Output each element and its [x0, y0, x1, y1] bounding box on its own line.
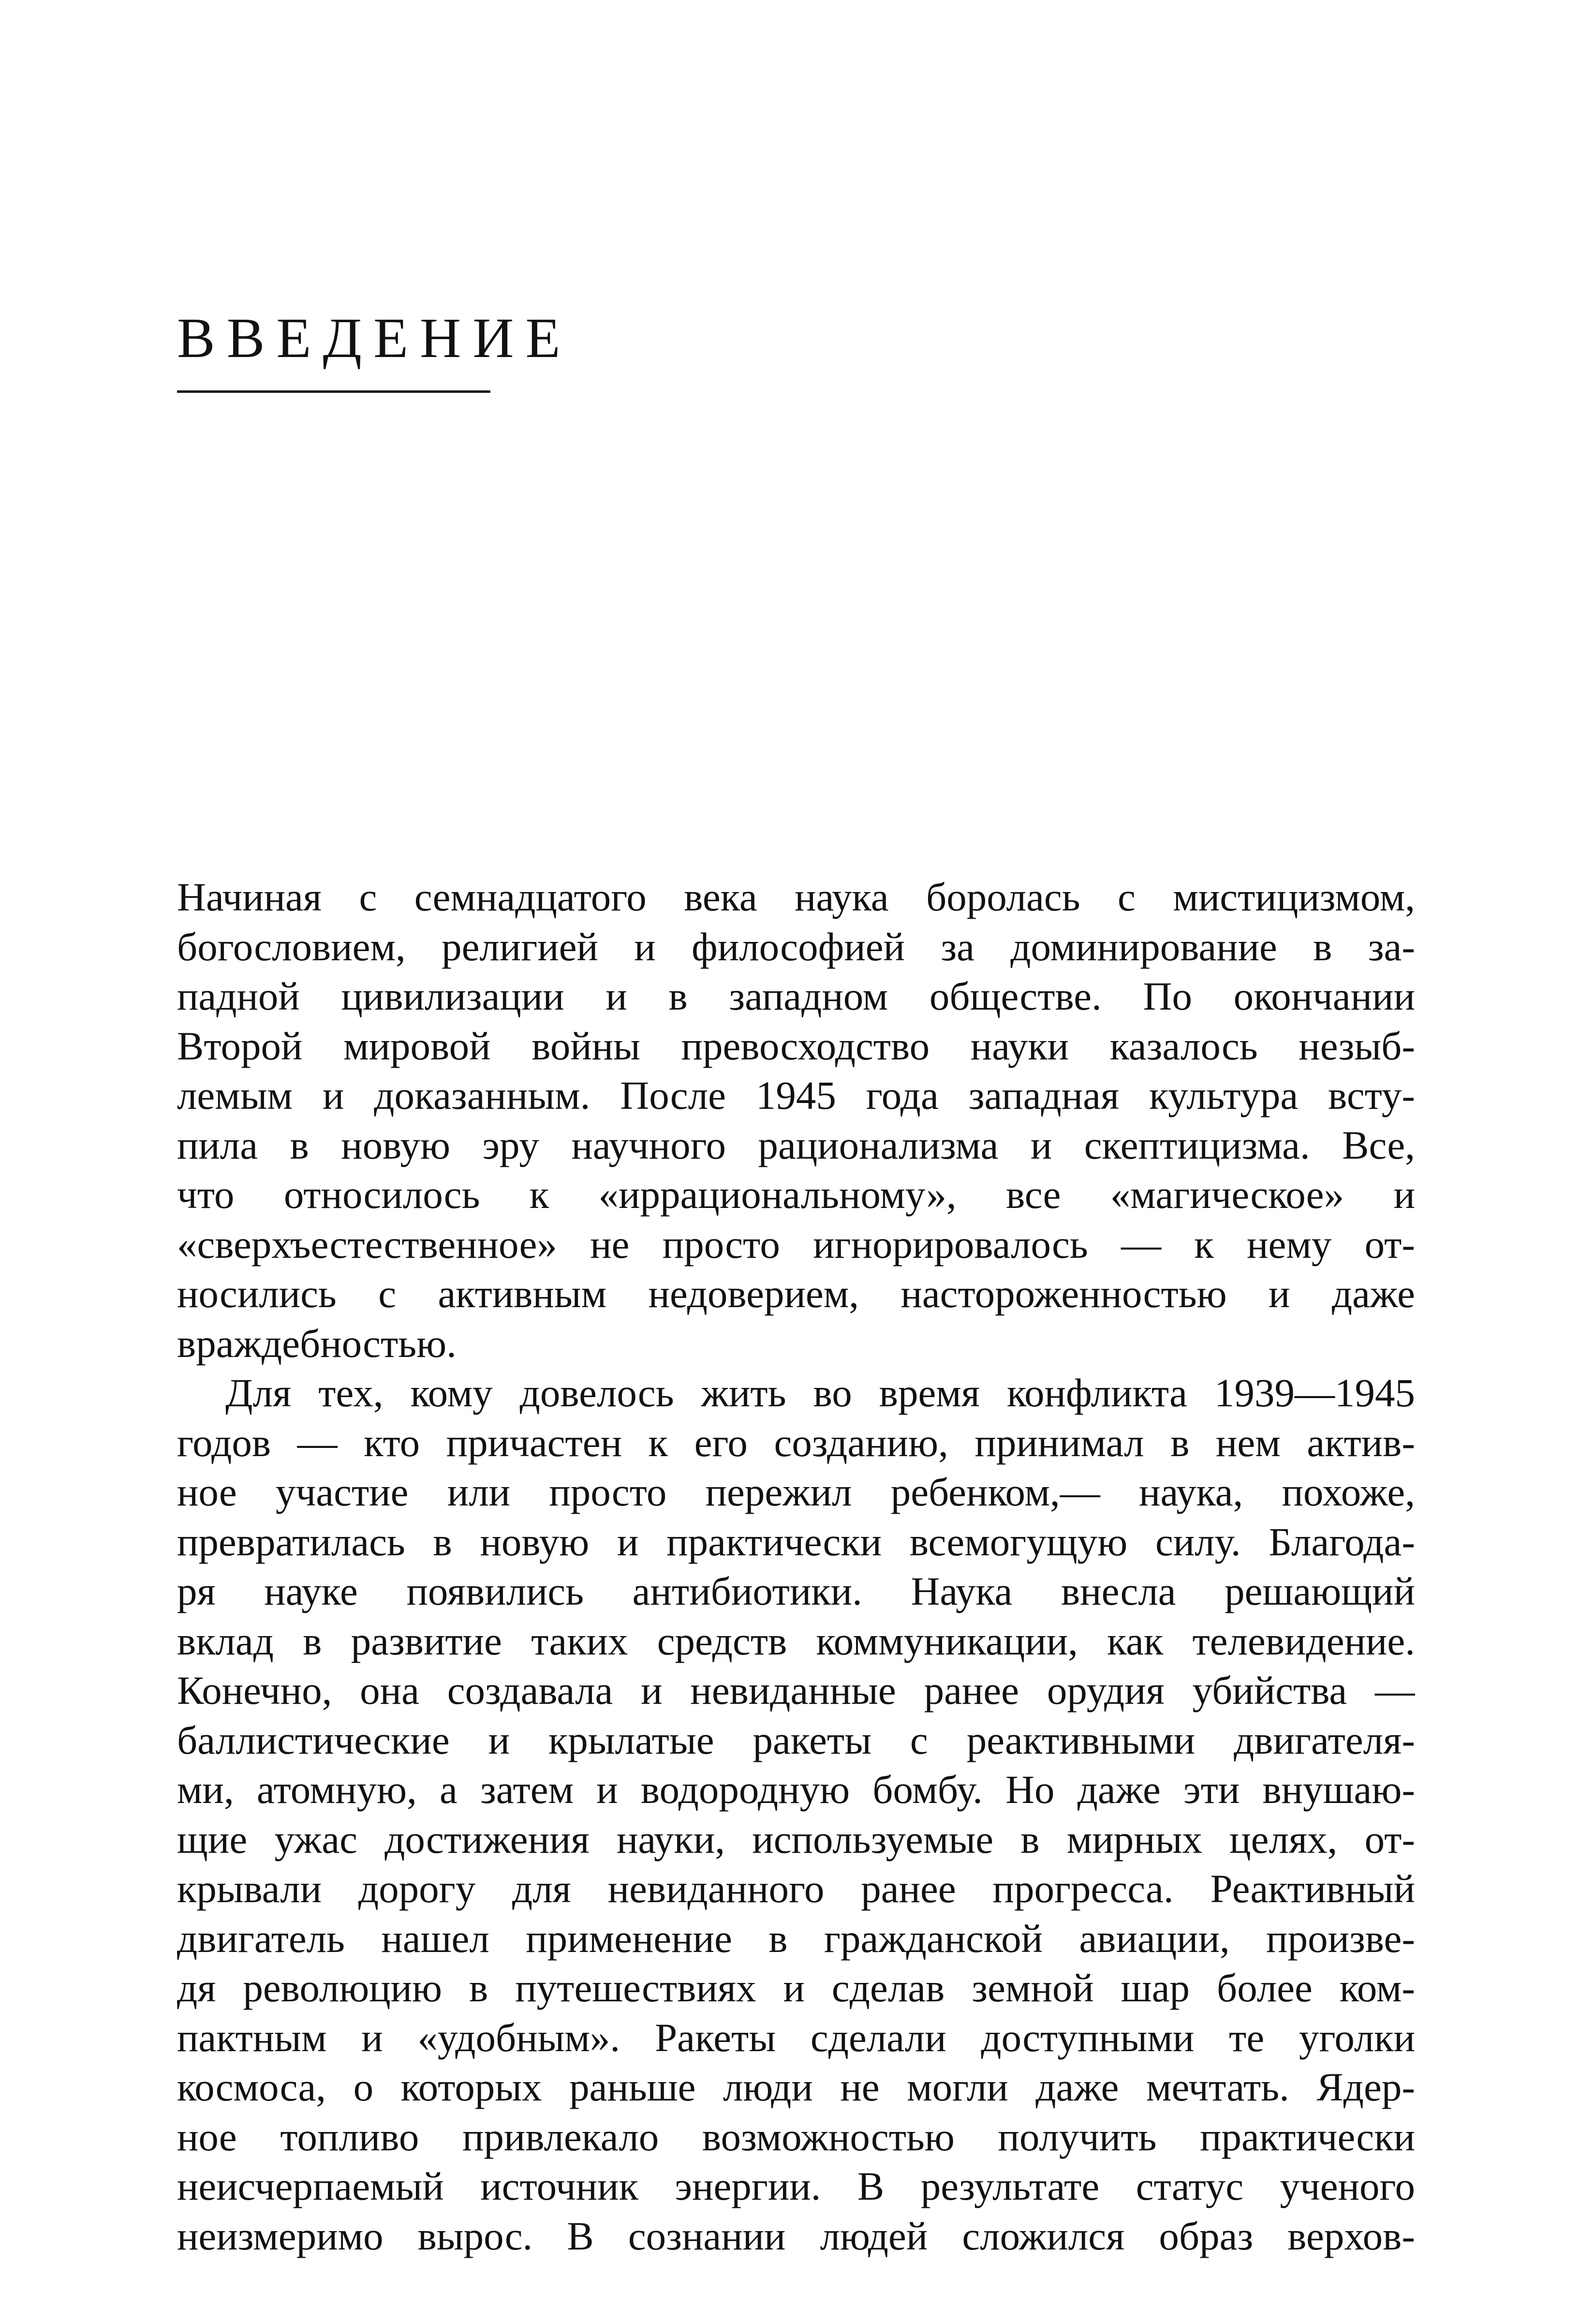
text-line: превратилась в новую и практически всемогущую силу. Благода- — [177, 1519, 1415, 1564]
heading-underline — [177, 390, 490, 393]
text-line: космоса, о которых раньше люди не могли даже мечтать. Ядер- — [177, 2065, 1415, 2109]
chapter-body — [177, 872, 1415, 2261]
text-line: Конечно, она создавала и невиданные ранее орудия убийства — — [177, 1668, 1415, 1713]
text-line: дя революцию в путешествиях и сделав земной шар более ком- — [177, 1966, 1415, 2010]
text-line: неизмеримо вырос. В сознании людей сложился образ верхов- — [177, 2213, 1415, 2258]
text-line: лемым и доказанным. После 1945 года западная культура всту- — [177, 1073, 1415, 1117]
text-line: пила в новую эру научного рационализма и скептицизма. Все, — [177, 1122, 1415, 1167]
text-line: годов — кто причастен к его созданию, принимал в нем актив- — [177, 1420, 1415, 1465]
text-line: ное участие или просто пережил ребенком,— наука, похоже, — [177, 1470, 1415, 1514]
text-line: крывали дорогу для невиданного ранее прогресса. Реактивный — [177, 1866, 1415, 1911]
text-line: баллистические и крылатые ракеты с реактивными двигателя- — [177, 1717, 1415, 1762]
text-line: неисчерпаемый источник энергии. В результате статус ученого — [177, 2164, 1415, 2208]
text-line: Для тех, кому довелось жить во время конфликта 1939—1945 — [225, 1371, 1415, 1415]
text-line: Второй мировой войны превосходство науки казалось незыб- — [177, 1023, 1415, 1068]
text-line: ное топливо привлекало возможностью получить практически — [177, 2114, 1415, 2159]
text-line: щие ужас достижения науки, используемые в мирных целях, от- — [177, 1817, 1415, 1862]
text-line: вклад в развитие таких средств коммуникации, как телевидение. — [177, 1618, 1415, 1663]
text-line: пактным и «удобным». Ракеты сделали доступными те уголки — [177, 2015, 1415, 2060]
text-line: ря науке появились антибиотики. Наука внесла решающий — [177, 1569, 1415, 1613]
text-line: двигатель нашел применение в гражданской авиации, произве- — [177, 1916, 1415, 1961]
text-line: Начиная с семнадцатого века наука боролась с мистицизмом, — [177, 875, 1415, 919]
text-line: «сверхъестественное» не просто игнорировалось — к нему от- — [177, 1222, 1415, 1266]
text-line: носились с активным недоверием, настороженностью и даже — [177, 1271, 1415, 1316]
chapter-title: ВВЕДЕНИЕ — [177, 306, 572, 370]
text-line: что относилось к «иррациональному», все «магическое» и — [177, 1172, 1415, 1217]
text-line: падной цивилизации и в западном обществе. По окончании — [177, 974, 1415, 1018]
text-line: богословием, религией и философией за доминирование в за- — [177, 924, 1415, 969]
text-line: враждебностью. — [177, 1321, 457, 1366]
text-line: ми, атомную, а затем и водородную бомбу. Но даже эти внушаю- — [177, 1767, 1415, 1812]
